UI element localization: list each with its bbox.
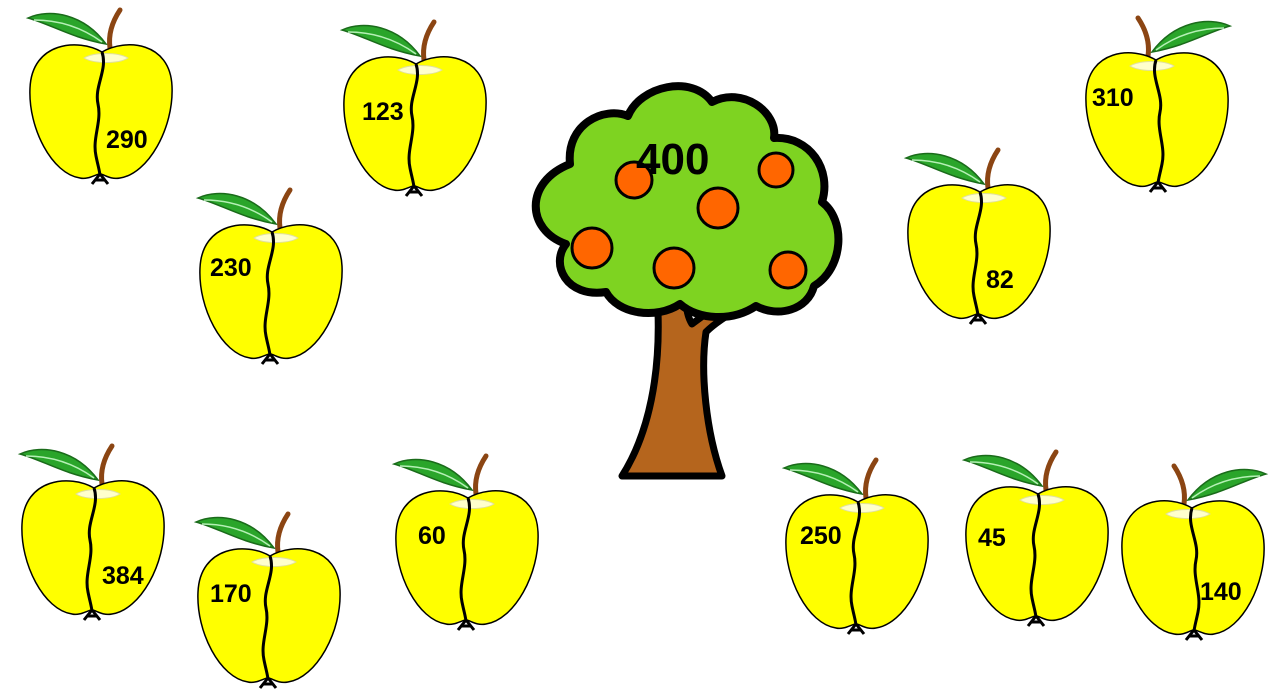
apple-card[interactable]	[778, 458, 938, 638]
apple-icon	[388, 454, 548, 634]
tree-icon	[510, 72, 860, 482]
apple-number: 60	[418, 522, 446, 550]
apple-icon	[14, 444, 174, 624]
apple-card[interactable]	[192, 188, 352, 368]
apple-card[interactable]	[900, 148, 1060, 328]
apple-number: 384	[102, 562, 144, 590]
apple-icon	[900, 148, 1060, 328]
fruit-icon	[759, 153, 793, 187]
fruit-icon	[572, 228, 612, 268]
apple-icon	[1112, 464, 1272, 644]
apple-card[interactable]	[22, 8, 182, 188]
apple-number: 45	[978, 524, 1006, 552]
fruit-icon	[654, 248, 694, 288]
apple-card[interactable]	[336, 20, 496, 200]
apple-number: 123	[362, 98, 404, 126]
apple-icon	[22, 8, 182, 188]
apple-card[interactable]	[958, 450, 1118, 630]
apple-tree	[510, 72, 860, 482]
apple-number: 140	[1200, 578, 1242, 606]
apple-icon	[336, 20, 496, 200]
fruit-icon	[698, 188, 738, 228]
apple-number: 82	[986, 266, 1014, 294]
fruit-icon	[770, 252, 806, 288]
target-number: 400	[636, 135, 710, 184]
apple-number: 170	[210, 580, 252, 608]
apple-number: 290	[106, 126, 148, 154]
apple-number: 230	[210, 254, 252, 282]
apple-card[interactable]	[190, 512, 350, 692]
apple-card[interactable]	[388, 454, 548, 634]
apple-number: 310	[1092, 84, 1134, 112]
apple-card[interactable]	[1076, 16, 1236, 196]
apple-card[interactable]	[1112, 464, 1272, 644]
apple-number: 250	[800, 522, 842, 550]
apple-card[interactable]	[14, 444, 174, 624]
